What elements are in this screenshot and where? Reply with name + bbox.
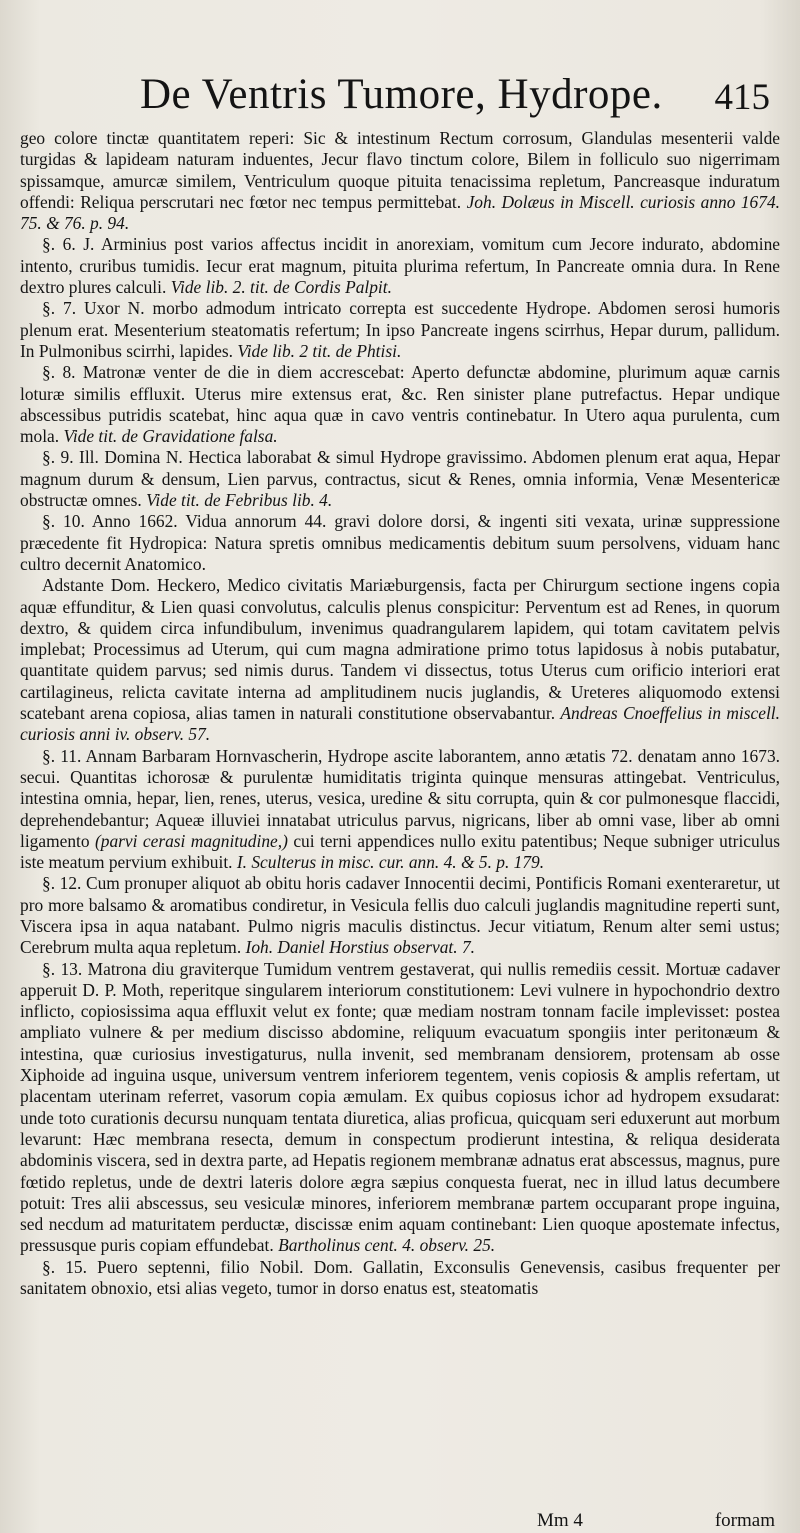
paragraph-text: §. 6. J. Arminius post varios affectus incidit in anorexiam, vomitum cum Jecore indurato, abdomine intento, cruribus tumidis. Iecur erat magnum, pituita plurima refertum, In Pancreate omnia dura. In Rene dextro plures calculi.	[20, 234, 780, 298]
citation: Vide lib. 2 tit. de Phtisi.	[237, 340, 402, 361]
paragraph-text: §. 12. Cum pronuper aliquot ab obitu horis cadaver Innocentii decimi, Pontificis Romani exenteraretur, ut pro more balsamo & aromatibus condiretur, in Vesicula fellis duo calculi juglandis magnitudine reperti sunt, Viscera ipsa in aqua natabant. Pulmo nigris maculis distinctus. Jecur vitiatum, Renum alter semi ustus; Cerebrum multa aqua repletum.	[20, 873, 780, 958]
page-number: 415	[714, 77, 770, 118]
citation: I. Sculterus in misc. cur. ann. 4. & 5. p. 179.	[236, 852, 545, 873]
paragraph-text: §. 10. Anno 1662. Vidua annorum 44. gravi dolore dorsi, & ingenti siti vexata, urinæ suppressione præcedente fit Hydropica: Natura spretis omnibus medicamentis debitum suum persolvens, viduam hanc cultro decernit Anatomico.	[20, 511, 780, 574]
paragraph-text: §. 13. Matrona diu graviterque Tumidum ventrem gestaverat, qui nullis remediis cessit. Mortuæ cadaver apperuit D. P. Moth, reperitque singularem interiorum constitutionem: Levi vulnere in hypochondrio dextro inflicto, copiosissima aqua effluxit velut ex fonte; quæ mediam nostram tonnam facile implevisset: postea ampliato vulnere & per medium discisso abdomine, reliquum evacuatum spongiis inter peritonæum & intestina, quæ curiosius investigaturus, nulla invenit, sed membranam densiorem, protensam ab osse Xiphoide ad inguina usque, universum ventrem inferiorem tegentem, venis copiosis & amplis refertam, ut placentam uterinam referret, vasorum copia æmulam. Ex quibus copiosus ichor ad hydropem exsudarat: unde toto curationis decursu nunquam tentata diuretica, alias proficua, quicquam seri eduxerunt aut morbum levarunt: Hæc membrana resecta, demum in conspectum prodierunt intestina, & reliqua desiderata abdominis viscera, sed in dextra parte, ad Hepatis regionem membranæ adnatus erat abscessus, magnus, pure fœtido repletus, unde de dextri lateris dolore ægra sæpius conquesta fuerat, nec in illud latus decumbere potuit: Tres alii abscessus, seu vesiculæ minores, inferiorem membranæ partem occuparant prope inguina, sed necdum ad maturitatem perductæ, discissæ enim aquam continebant: Lien quoque apostemate infectus, pressusque puris copiam effundebat.	[20, 958, 780, 1256]
catchword: formam	[714, 1510, 775, 1531]
page-footer	[0, 1510, 800, 1532]
text-body	[20, 128, 780, 1299]
paragraph	[20, 575, 780, 745]
paragraph	[20, 298, 780, 362]
paragraph	[20, 746, 780, 874]
paragraph	[20, 362, 780, 447]
paragraph	[20, 873, 780, 958]
paragraph	[20, 511, 780, 575]
paragraph-text: Adstante Dom. Heckero, Medico civitatis Mariæburgensis, facta per Chirurgum sectione ingens copia aquæ effunditur, & Lien quasi convolutus, calculis plenus conspicitur: Perventum est ad Renes, in quorum dextro, & quidem circa infundibulum, invenimus quadrangularem lapidem, qui totam cavitatem pelvis implebat; Processimus ad Uterum, qui cum magna admiratione primo totus lapidosus à nobis putabatur, quantitate quidem parvus; sed nimis durus. Tandem vi dissectus, totus Uterus cum orificio interiori erat cartilagineus, relicta cavitate interna ad amplitudinem nucis juglandis, & Ureteres aliquomodo extensi scatebant arena copiosa, alias tamen in naturali constitutione observabantur.	[20, 575, 780, 724]
signature-mark: Mm 4	[537, 1510, 583, 1531]
paragraph	[20, 1257, 780, 1300]
paragraph	[20, 447, 780, 511]
paragraph-text: geo colore tinctæ quantitatem reperi: Sic & intestinum Rectum corrosum, Glandulas mesenterii valde turgidas & lapideam naturam induentes, Jecur flavo tinctum colore, Bilem in folliculo suo nigerrimam spissamque, amurcæ similem, Ventriculum quoque pituita tenacissima repletum, Pancreasque induratum offendi: Reliqua perscrutari nec fœtor nec tempus permittebat.	[20, 128, 780, 212]
citation: Joh. Dolæus in Miscell. curiosis anno 1674. 75. & 76. p. 94.	[20, 191, 780, 234]
citation: Bartholinus cent. 4. observ. 25.	[278, 1235, 496, 1256]
citation: Andreas Cnoeffelius in miscell. curiosis anni iv. observ. 57.	[20, 703, 780, 745]
citation: Ioh. Daniel Horstius observat. 7.	[245, 937, 475, 958]
paragraph-text: cui terni appendices nullo exitu patentibus; Neque subniger utriculus iste meatum pervium exhibuit.	[20, 830, 780, 873]
citation: Vide tit. de Gravidatione falsa.	[63, 426, 278, 447]
paragraph-text: §. 9. Ill. Domina N. Hectica laborabat & simul Hydrope gravissimo. Abdomen plenum erat aqua, Hepar magnum durum & densum, Lien parvus, contractus, sicut & Renes, omnia informia, Venæ Mesentericæ obstructæ omnes.	[20, 447, 780, 511]
paragraph	[20, 959, 780, 1257]
paragraph	[20, 234, 780, 298]
running-header	[0, 70, 800, 130]
citation: Vide tit. de Febribus lib. 4.	[146, 490, 333, 511]
paragraph	[20, 128, 780, 234]
paragraph-text: §. 8. Matronæ venter de die in diem accrescebat: Aperto defunctæ abdomine, plurimum aquæ carnis loturæ similis effluxit. Uterus mire extensus erat, &c. Ren sinister plane putrefactus. Hepar undique abscessibus putridis scatebat, hinc aqua quæ in cavo ventris continebatur. In Utero aqua purulenta, cum mola.	[20, 362, 780, 447]
paragraph-text: §. 7. Uxor N. morbo admodum intricato correpta est succedente Hydrope. Abdomen serosi humoris plenum erat. Mesenterium steatomatis refertum; In ipso Pancreate ingens scirrhus, Hepar durum, pallidum. In Pulmonibus scirrhi, lapides.	[20, 298, 780, 361]
page-title: De Ventris Tumore, Hydrope.	[140, 71, 663, 118]
paragraph-text: §. 15. Puero septenni, filio Nobil. Dom. Gallatin, Exconsulis Genevensis, casibus frequenter per sanitatem obnoxio, etsi alias vegeto, tumor in dorso enatus est, steatomatis	[20, 1256, 780, 1299]
paragraph-text: §. 11. Annam Barbaram Hornvascherin, Hydrope ascite laborantem, anno ætatis 72. denatam anno 1673. secui. Quantitas ichorosæ & purulentæ humiditatis triginta quinque mensuras attingebat. Ventriculus, intestina omnia, hepar, lien, renes, uterus, vesica, uredine & situ corrupta, quin & cor pulmonesque flaccidi, deprehendebantur; Aqueæ illuviei innatabat utriculus parvus, nigricans, liber ab omni vase, liber ab omni ligamento	[20, 745, 780, 851]
citation: Vide lib. 2. tit. de Cordis Palpit.	[170, 277, 392, 298]
inline-italic: (parvi cerasi magnitudine,)	[94, 830, 288, 851]
